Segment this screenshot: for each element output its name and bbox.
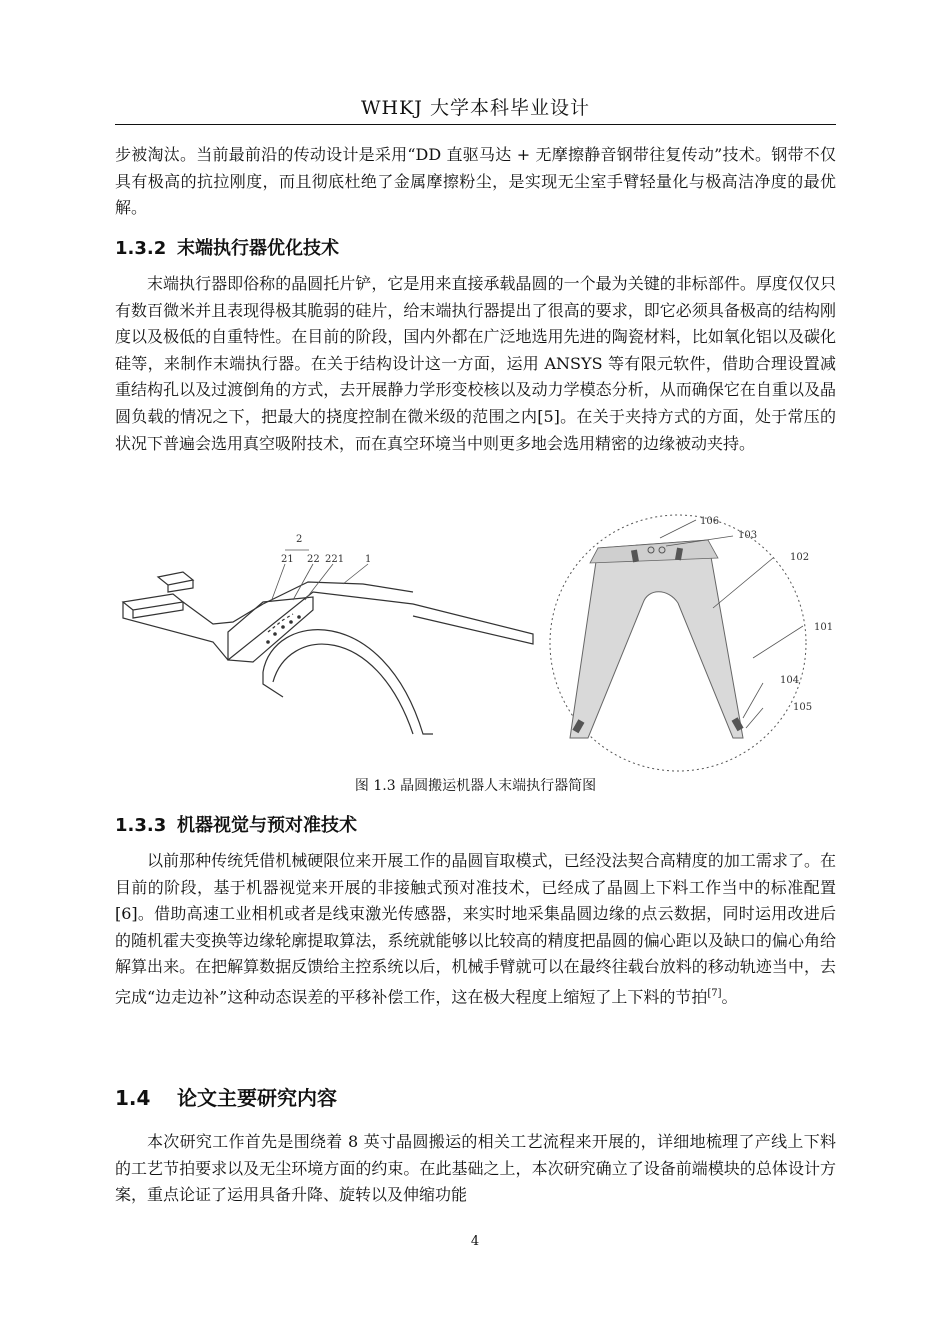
label-103: 103 bbox=[738, 530, 758, 541]
label-21: 21 bbox=[281, 554, 294, 565]
label-106: 106 bbox=[700, 516, 720, 527]
label-1: 1 bbox=[365, 554, 372, 565]
heading-number: 1.3.3 bbox=[115, 815, 167, 836]
citation-7: [7] bbox=[707, 987, 722, 999]
paragraph-vision bbox=[115, 848, 836, 1011]
label-2: 2 bbox=[296, 534, 303, 545]
paragraph-vision-text: 以前那种传统凭借机械硬限位来开展工作的晶圆盲取模式，已经没法契合高精度的加工需求了。在目前的阶段，基于机器视觉来开展的非接触式预对准技术，已经成了晶圆上下料工作当中的标准配置[6]。借助高速工业相机或者是线束激光传感器，来实时地采集晶圆边缘的点云数据，同时运用改进后的随机霍夫变换等边缘轮廓提取算法，系统就能够以比较高的精度把晶圆的偏心距以及缺口的偏心角给解算出来。在把解算数据反馈给主控系统以后，机械手臂就可以在最终往载台放料的移动轨迹当中，去完成“边走边补”这种动态误差的平移补偿工作，这在极大程度上缩短了上下料的节拍 bbox=[115, 851, 836, 1007]
page-number: 4 bbox=[470, 1234, 480, 1249]
label-22: 22 bbox=[307, 554, 320, 565]
end-effector-fork-figure bbox=[113, 522, 545, 755]
heading-number: 1.3.2 bbox=[115, 238, 167, 259]
heading-1-3-2 bbox=[115, 234, 339, 260]
heading-1-3-3 bbox=[115, 811, 357, 837]
heading-text: 论文主要研究内容 bbox=[177, 1086, 337, 1110]
fork-outline bbox=[123, 572, 533, 734]
label-221: 221 bbox=[325, 554, 345, 565]
heading-number: 1.4 bbox=[115, 1086, 151, 1110]
label-102: 102 bbox=[790, 552, 810, 563]
paragraph-vision-end: 。 bbox=[721, 987, 738, 1007]
page-header: WHKJ 大学本科毕业设计 bbox=[361, 97, 590, 119]
paragraph-transmission: 步被淘汰。当前最前沿的传动设计是采用“DD 直驱马达 + 无摩擦静音钢带往复传动”技术。钢带不仅具有极高的抗拉刚度，而且彻底杜绝了金属摩擦粉尘，是实现无尘室手臂轻量化与极高洁净度的最优解。 bbox=[115, 145, 836, 218]
paragraph-research: 本次研究工作首先是围绕着 8 英寸晶圆搬运的相关工艺流程来开展的，详细地梳理了产线上下料的工艺节拍要求以及无尘环境方面的约束。在此基础之上，本次研究确立了设备前端模块的总体设计方案，重点论证了运用具备升降、旋转以及伸缩功能 bbox=[115, 1132, 836, 1205]
heading-text: 末端执行器优化技术 bbox=[177, 238, 339, 259]
label-104: 104 bbox=[780, 675, 800, 686]
effector-body bbox=[570, 540, 743, 738]
header-rule bbox=[115, 124, 836, 125]
heading-1-4 bbox=[115, 1082, 337, 1111]
figure-caption: 图 1.3 晶圆搬运机器人末端执行器简图 bbox=[354, 778, 597, 794]
label-105: 105 bbox=[793, 702, 813, 713]
label-101: 101 bbox=[814, 622, 834, 633]
paragraph-end-effector: 末端执行器即俗称的晶圆托片铲，它是用来直接承载晶圆的一个最为关键的非标部件。厚度仅仅只有数百微米并且表现得极其脆弱的硅片，给末端执行器提出了很高的要求，即它必须具备极高的结构刚度以及极低的自重特性。在目前的阶段，国内外都在广泛地选用先进的陶瓷材料，比如氧化铝以及碳化硅等，来制作末端执行器。在关于结构设计这一方面，运用 ANSYS 等有限元软件，借助合理设置减重结构孔以及过渡倒角的方式，去开展静力学形变校核以及动力学模态分析，从而确保它在自重以及晶圆负载的情况之下，把最大的挠度控制在微米级的范围之内[5]。在关于夹持方式的方面，处于常压的状况下普遍会选用真空吸附技术，而在真空环境当中则更多地会选用精密的边缘被动夹持。 bbox=[115, 274, 836, 453]
end-effector-wafer-figure bbox=[548, 508, 834, 763]
heading-text: 机器视觉与预对准技术 bbox=[177, 815, 357, 836]
